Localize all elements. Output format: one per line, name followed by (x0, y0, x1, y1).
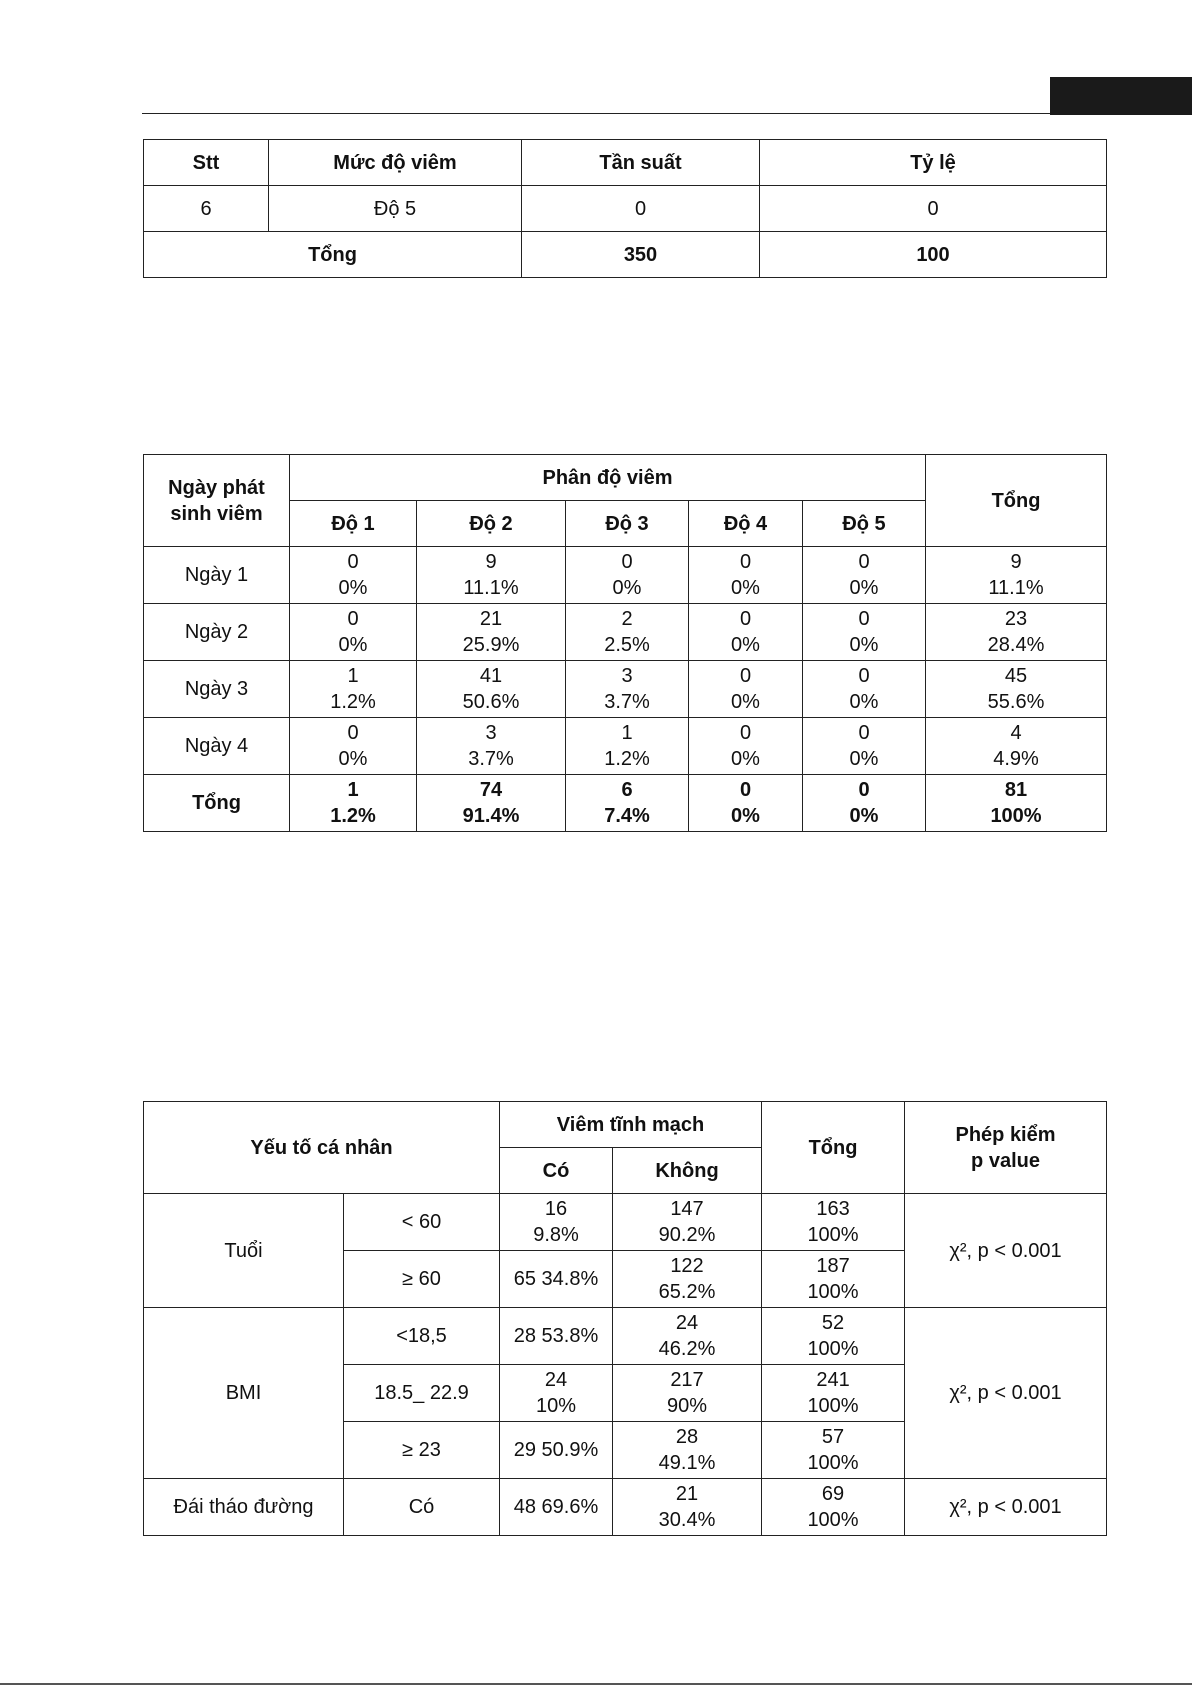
grade-cell (566, 604, 689, 661)
total-cell (762, 1194, 905, 1251)
sub-group-label: <18,5 (344, 1308, 500, 1365)
yes-cell (500, 1479, 613, 1536)
grade-cell-line: 1 (347, 779, 359, 801)
header-phlebitis: Viêm tĩnh mạch (500, 1102, 762, 1148)
factor-label: Đái tháo đường (144, 1479, 344, 1536)
total-cell-line: 100% (807, 1452, 859, 1474)
grade-cell-line: 0 (347, 608, 359, 630)
grade-cell-line: 0 (739, 665, 752, 687)
header-grade-1: Độ 1 (290, 501, 417, 547)
yes-cell (500, 1365, 613, 1422)
table-header-row (144, 455, 1107, 501)
grade-cell-line: 1 (621, 722, 633, 744)
yes-cell-line: 24 (544, 1369, 568, 1391)
total-cell-line: 57 (821, 1426, 845, 1448)
sub-group-label: ≥ 60 (344, 1251, 500, 1308)
grade-cell (566, 547, 689, 604)
grade-cell-line: 0% (849, 577, 879, 599)
yes-cell (500, 1422, 613, 1479)
table-header-row (144, 140, 1107, 186)
grade-cell-line: 7.4% (604, 805, 650, 827)
grade-cell-line: 0% (338, 577, 368, 599)
table-row (144, 186, 1107, 232)
grade-cell-line: 0 (347, 551, 359, 573)
total-cell (762, 1308, 905, 1365)
no-cell (613, 1308, 762, 1365)
row-total-cell-line: 11.1% (988, 577, 1044, 599)
grade-cell-line: 0% (338, 748, 368, 770)
grade-cell-line: 0% (731, 634, 760, 656)
header-frequency: Tần suất (522, 140, 760, 186)
header-level: Mức độ viêm (269, 140, 522, 186)
total-cell (762, 1251, 905, 1308)
row-total-cell (926, 775, 1107, 832)
header-grade-2: Độ 2 (417, 501, 566, 547)
grade-cell-line: 0 (858, 722, 870, 744)
factor-label: BMI (144, 1308, 344, 1479)
personal-factor-body (144, 1194, 1107, 1536)
row-total-cell (926, 661, 1107, 718)
grade-cell-line: 0 (739, 551, 752, 573)
test-result: χ², p < 0.001 (905, 1194, 1107, 1308)
total-cell-line: 187 (816, 1255, 850, 1277)
yes-cell-line: 65 34.8% (513, 1268, 599, 1290)
table-row (144, 718, 1107, 775)
grade-cell-line: 0% (731, 748, 760, 770)
row-total-cell-line: 45 (1004, 665, 1028, 687)
row-label: Ngày 1 (144, 547, 290, 604)
table-row (144, 1308, 1107, 1365)
grade-cell-line: 3 (621, 665, 633, 687)
sub-group-label: < 60 (344, 1194, 500, 1251)
grade-cell-line: 50.6% (462, 691, 520, 713)
grade-cell (290, 604, 417, 661)
row-label: Tổng (144, 775, 290, 832)
grade-cell-line: 1.2% (604, 748, 650, 770)
header-total: Tổng (926, 455, 1107, 547)
grade-cell (566, 661, 689, 718)
grade-cell-line: 0 (858, 608, 870, 630)
no-cell-line: 21 (675, 1483, 699, 1505)
grade-cell (290, 661, 417, 718)
header-rate: Tỷ lệ (760, 140, 1107, 186)
inflammation-level-table (143, 139, 1107, 278)
table-header-row (144, 1102, 1107, 1148)
yes-cell (500, 1251, 613, 1308)
grade-cell-line: 0% (731, 577, 760, 599)
sub-group-label: ≥ 23 (344, 1422, 500, 1479)
no-cell-line: 122 (670, 1255, 704, 1277)
yes-cell-line: 48 69.6% (513, 1496, 599, 1518)
no-cell (613, 1422, 762, 1479)
row-label: Ngày 2 (144, 604, 290, 661)
total-cell-line: 52 (821, 1312, 845, 1334)
no-cell (613, 1251, 762, 1308)
sub-group-label: 18.5_ 22.9 (344, 1365, 500, 1422)
onset-day-table (143, 454, 1107, 832)
header-grade-group: Phân độ viêm (290, 455, 926, 501)
table-row (144, 1194, 1107, 1251)
row-total-cell-line: 23 (1004, 608, 1028, 630)
grade-cell (689, 547, 803, 604)
total-cell-line: 241 (816, 1369, 850, 1391)
row-total-cell-line: 9 (1010, 551, 1022, 573)
grade-cell-line: 0 (858, 665, 870, 687)
header-grade-3: Độ 3 (566, 501, 689, 547)
grade-cell (689, 775, 803, 832)
grade-cell (290, 775, 417, 832)
grade-cell (417, 775, 566, 832)
grade-cell-line: 41 (479, 665, 503, 687)
row-total-cell (926, 718, 1107, 775)
cell-frequency: 0 (522, 186, 760, 232)
cell-rate: 0 (760, 186, 1107, 232)
grade-cell-line: 1 (347, 665, 359, 687)
table-row (144, 604, 1107, 661)
grade-cell-line: 3.7% (604, 691, 650, 713)
sub-group-label: Có (344, 1479, 500, 1536)
cell-level: Độ 5 (269, 186, 522, 232)
no-cell (613, 1365, 762, 1422)
grade-cell-line: 3 (485, 722, 497, 744)
total-cell-line: 100% (807, 1224, 859, 1246)
no-cell-line: 65.2% (658, 1281, 716, 1303)
grade-cell-line: 0% (731, 805, 760, 827)
grade-cell (803, 604, 926, 661)
no-cell-line: 46.2% (658, 1338, 716, 1360)
total-cell-line: 69 (821, 1483, 845, 1505)
grade-cell-line: 0% (849, 748, 879, 770)
grade-cell-line: 0 (621, 551, 633, 573)
header-personal-factor: Yếu tố cá nhân (144, 1102, 500, 1194)
grade-cell-line: 0 (858, 551, 870, 573)
row-total-cell-line: 28.4% (987, 634, 1045, 656)
grade-cell (417, 661, 566, 718)
row-total-cell-line: 55.6% (987, 691, 1045, 713)
grade-cell-line: 0% (731, 691, 760, 713)
grade-cell-line: 0% (338, 634, 368, 656)
grade-cell (417, 547, 566, 604)
no-cell-line: 24 (675, 1312, 699, 1334)
total-cell-line: 100% (807, 1395, 859, 1417)
grade-cell-line: 91.4% (462, 805, 520, 827)
grade-cell (566, 718, 689, 775)
total-cell-line: 100% (807, 1338, 859, 1360)
row-total-cell (926, 604, 1107, 661)
yes-cell-line: 28 53.8% (513, 1325, 599, 1347)
grade-cell (566, 775, 689, 832)
header-total: Tổng (762, 1102, 905, 1194)
header-block (1050, 77, 1192, 115)
grade-cell (417, 718, 566, 775)
header-test (905, 1102, 1107, 1194)
total-cell (762, 1365, 905, 1422)
row-total-cell (926, 547, 1107, 604)
grade-cell-line: 6 (621, 779, 633, 801)
grade-cell-line: 0 (739, 722, 752, 744)
header-stt: Stt (144, 140, 269, 186)
header-rule (142, 113, 1050, 114)
table-row (144, 547, 1107, 604)
row-total-cell-line: 4.9% (993, 748, 1039, 770)
grade-cell-line: 21 (479, 608, 503, 630)
total-label: Tổng (144, 232, 522, 278)
row-total-cell-line: 100% (990, 805, 1042, 827)
no-cell-line: 30.4% (658, 1509, 716, 1531)
no-cell (613, 1194, 762, 1251)
no-cell-line: 217 (670, 1369, 704, 1391)
table-row (144, 661, 1107, 718)
header-test-line-1: Phép kiểm (955, 1123, 1056, 1146)
grade-cell (417, 604, 566, 661)
cell-stt: 6 (144, 186, 269, 232)
grade-cell-line: 25.9% (462, 634, 520, 656)
no-cell-line: 28 (675, 1426, 699, 1448)
grade-cell-line: 2 (621, 608, 633, 630)
grade-cell (290, 718, 417, 775)
yes-cell-line: 29 50.9% (513, 1439, 599, 1461)
grade-cell-line: 0 (347, 722, 359, 744)
yes-cell-line: 10% (535, 1395, 577, 1417)
row-label: Ngày 3 (144, 661, 290, 718)
total-cell (762, 1422, 905, 1479)
header-no: Không (613, 1148, 762, 1194)
grade-cell (689, 661, 803, 718)
test-result: χ², p < 0.001 (905, 1479, 1107, 1536)
grade-cell (689, 718, 803, 775)
grade-cell-line: 11.1% (463, 577, 519, 599)
grade-cell-line: 0 (739, 608, 752, 630)
table-row (144, 1479, 1107, 1536)
grade-cell (689, 604, 803, 661)
header-yes: Có (500, 1148, 613, 1194)
personal-factor-table (143, 1101, 1107, 1536)
total-frequency: 350 (522, 232, 760, 278)
total-cell-line: 100% (807, 1281, 859, 1303)
total-cell-line: 163 (816, 1198, 850, 1220)
header-onset-day: Ngày phát sinh viêm (144, 455, 290, 547)
total-row (144, 775, 1107, 832)
grade-cell-line: 0% (849, 691, 879, 713)
yes-cell-line: 16 (544, 1198, 568, 1220)
grade-cell-line: 1.2% (330, 805, 376, 827)
yes-cell (500, 1194, 613, 1251)
test-result: χ², p < 0.001 (905, 1308, 1107, 1479)
no-cell-line: 90.2% (658, 1224, 716, 1246)
factor-label: Tuổi (144, 1194, 344, 1308)
grade-cell (803, 775, 926, 832)
grade-cell-line: 9 (485, 551, 497, 573)
grade-cell (803, 661, 926, 718)
total-cell-line: 100% (807, 1509, 859, 1531)
total-row (144, 232, 1107, 278)
yes-cell-line: 9.8% (533, 1224, 579, 1246)
grade-cell-line: 0% (849, 634, 879, 656)
no-cell (613, 1479, 762, 1536)
grade-cell-line: 2.5% (604, 634, 650, 656)
yes-cell (500, 1308, 613, 1365)
total-rate: 100 (760, 232, 1107, 278)
grade-cell-line: 0 (858, 779, 870, 801)
row-total-cell-line: 4 (1010, 722, 1022, 744)
grade-cell-line: 1.2% (330, 691, 376, 713)
grade-cell-line: 0% (849, 805, 879, 827)
row-total-cell-line: 81 (1004, 779, 1028, 801)
grade-cell-line: 0 (739, 779, 752, 801)
no-cell-line: 147 (670, 1198, 704, 1220)
grade-cell-line: 74 (479, 779, 503, 801)
header-grade-4: Độ 4 (689, 501, 803, 547)
no-cell-line: 49.1% (658, 1452, 716, 1474)
grade-cell-line: 3.7% (468, 748, 514, 770)
grade-cell (803, 547, 926, 604)
onset-day-body (144, 547, 1107, 832)
grade-cell (290, 547, 417, 604)
grade-cell-line: 0% (612, 577, 642, 599)
no-cell-line: 90% (666, 1395, 708, 1417)
header-test-line-2: p value (971, 1149, 1040, 1172)
row-label: Ngày 4 (144, 718, 290, 775)
grade-cell (803, 718, 926, 775)
header-grade-5: Độ 5 (803, 501, 926, 547)
total-cell (762, 1479, 905, 1536)
